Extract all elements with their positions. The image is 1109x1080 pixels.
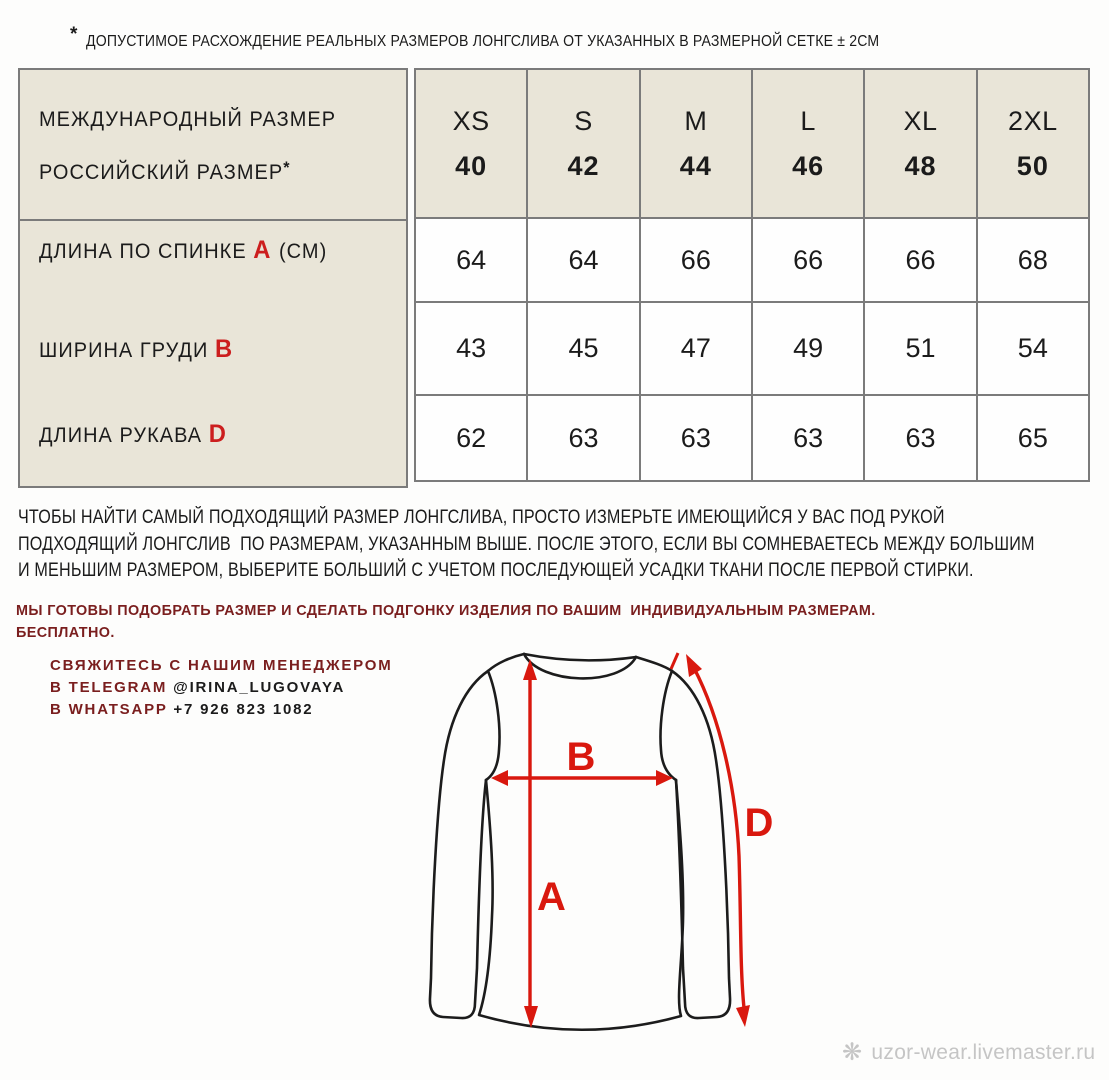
whatsapp-number: +7 926 823 1082 [173, 701, 314, 718]
ru-size-asterisk: * [283, 158, 291, 177]
measurement-arrows [505, 653, 744, 1008]
size-value-cell: 66 [752, 218, 864, 302]
whatsapp-contact [50, 699, 393, 721]
size-column-header-m: M 44 [640, 69, 752, 218]
size-column-header-xs: XS 40 [415, 69, 527, 218]
size-value-cell: 62 [415, 395, 527, 481]
letter-a-key: A [253, 236, 271, 264]
telegram-handle: @IRINA_LUGOVAYA [173, 679, 346, 696]
livemaster-logo-icon: ❋ [842, 1039, 863, 1066]
label-b: B [566, 735, 596, 779]
size-value-cell: 66 [864, 218, 976, 302]
chest-width-row [415, 302, 1089, 395]
size-value-cell: 49 [752, 302, 864, 395]
letter-d-key: D [208, 420, 226, 448]
size-value-cell: 63 [752, 395, 864, 481]
size-value-cell: 51 [864, 302, 976, 395]
intl-size-row-label: МЕЖДУНАРОДНЫЙ РАЗМЕР [39, 108, 337, 131]
arrow-d-curve [694, 668, 744, 1008]
left-sleeve-outline [430, 671, 488, 1018]
custom-fit-offer [16, 600, 876, 643]
arrowhead-d-top [686, 654, 702, 677]
right-armhole-seam [660, 671, 676, 780]
shirt-diagram [398, 638, 818, 1058]
label-column-divider [20, 219, 406, 221]
size-value-cell: 63 [640, 395, 752, 481]
fit-instructions-line: ПОДХОДЯЩИЙ ЛОНГСЛИВ ПО РАЗМЕРАМ, УКАЗАННЫМ ВЫШЕ. ПОСЛЕ ЭТОГО, ЕСЛИ ВЫ СОМНЕВАЕТЕСЬ МЕЖДУ БОЛЬШИМ [18, 533, 1035, 555]
size-value-cell: 47 [640, 302, 752, 395]
size-value-cell: 45 [527, 302, 639, 395]
sleeve-length-row-label: ДЛИНА РУКАВА D [39, 420, 226, 448]
size-value-cell: 65 [977, 395, 1089, 481]
shoulder-tick [671, 653, 678, 669]
telegram-label: В TELEGRAM [50, 679, 168, 696]
contact-info [50, 655, 393, 721]
left-armhole-seam [486, 671, 500, 780]
watermark [842, 1041, 1095, 1065]
whatsapp-label: В WHATSAPP [50, 701, 168, 718]
size-column-header-s: S 42 [527, 69, 639, 218]
size-table [414, 68, 1090, 482]
label-a: A [537, 875, 566, 919]
size-value-cell: 64 [415, 218, 527, 302]
size-column-header-l: L 46 [752, 69, 864, 218]
size-value-cell: 54 [977, 302, 1089, 395]
custom-fit-offer-line: МЫ ГОТОВЫ ПОДОБРАТЬ РАЗМЕР И СДЕЛАТЬ ПОДГОНКУ ИЗДЕЛИЯ ПО ВАШИМ ИНДИВИДУАЛЬНЫМ РАЗМЕРАМ. [16, 602, 876, 619]
right-shoulder-line [636, 657, 672, 671]
arrowhead-a-top [523, 659, 537, 680]
size-column-header-xl: XL 48 [864, 69, 976, 218]
ru-size-row-label: РОССИЙСКИЙ РАЗМЕР* [39, 158, 291, 184]
chest-width-row-label: ШИРИНА ГРУДИ B [39, 335, 233, 363]
contact-manager-line: СВЯЖИТЕСЬ С НАШИМ МЕНЕДЖЕРОМ [50, 657, 393, 674]
left-shoulder-line [488, 654, 524, 671]
label-d: D [744, 801, 774, 845]
sleeve-length-row [415, 395, 1089, 481]
arrowhead-d-bottom [736, 1005, 750, 1027]
size-value-cell: 63 [864, 395, 976, 481]
body-outline [479, 780, 683, 1030]
back-collar-line [524, 654, 636, 660]
watermark-text: uzor-wear.livemaster.ru [871, 1041, 1096, 1064]
size-table-label-column [18, 68, 408, 488]
size-value-cell: 64 [527, 218, 639, 302]
back-length-row [415, 218, 1089, 302]
shirt-outline [430, 654, 730, 1030]
size-value-cell: 66 [640, 218, 752, 302]
tolerance-note [70, 26, 988, 51]
custom-fit-offer-line: БЕСПЛАТНО. [16, 623, 115, 641]
telegram-contact [50, 677, 393, 699]
letter-b-key: B [214, 335, 233, 363]
size-column-header-2xl: 2XL 50 [977, 69, 1089, 218]
size-value-cell: 63 [527, 395, 639, 481]
size-header-row [415, 69, 1089, 218]
tolerance-note-asterisk: * [70, 24, 78, 45]
size-value-cell: 43 [415, 302, 527, 395]
arrowhead-b-right [656, 770, 673, 786]
back-length-row-label: ДЛИНА ПО СПИНКЕ A (СМ) [39, 236, 328, 264]
fit-instructions [18, 505, 1035, 585]
size-value-cell: 68 [977, 218, 1089, 302]
fit-instructions-line: И МЕНЬШИМ РАЗМЕРОМ, ВЫБЕРИТЕ БОЛЬШИЙ С УЧЕТОМ ПОСЛЕДУЮЩЕЙ УСАДКИ ТКАНИ ПОСЛЕ ПЕРВОЙ СТИРКИ. [18, 560, 974, 581]
tolerance-note-text: ДОПУСТИМОЕ РАСХОЖДЕНИЕ РЕАЛЬНЫХ РАЗМЕРОВ ЛОНГСЛИВА ОТ УКАЗАННЫХ В РАЗМЕРНОЙ СЕТКЕ ± 2СМ [86, 33, 880, 50]
fit-instructions-line: ЧТОБЫ НАЙТИ САМЫЙ ПОДХОДЯЩИЙ РАЗМЕР ЛОНГСЛИВА, ПРОСТО ИЗМЕРЬТЕ ИМЕЮЩИЙСЯ У ВАС ПОД РУКОЙ [18, 507, 945, 528]
